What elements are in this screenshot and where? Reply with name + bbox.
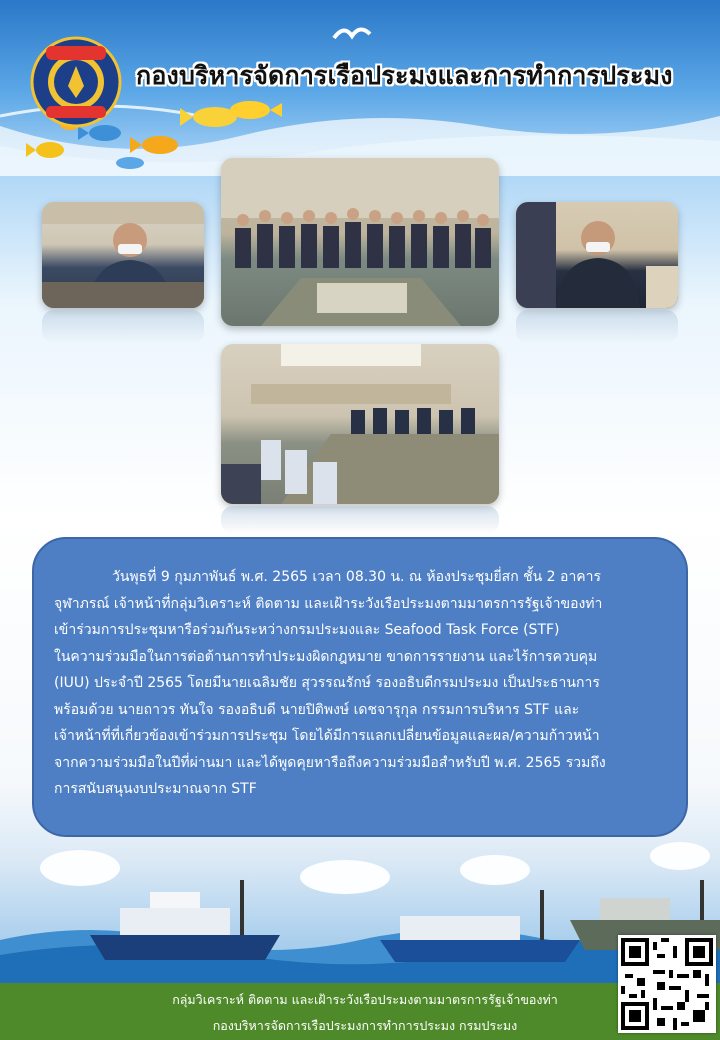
photo-group	[221, 158, 499, 326]
cloud-decoration	[650, 842, 710, 870]
description-line: เจ้าหน้าที่ที่เกี่ยวข้องเข้าร่วมการประชุม โดยได้มีการแลกเปลี่ยนข้อมูลและผล/ความก้าวหน้า	[54, 728, 600, 744]
photo-meeting-room	[221, 344, 499, 504]
description-line: จากความร่วมมือในปีที่ผ่านมา และได้พูดคุยหารือถึงความร่วมมือสำหรับปี พ.ศ. 2565 รวมถึง	[54, 754, 606, 771]
description-text	[54, 564, 674, 803]
photo-reflection	[221, 506, 499, 534]
department-logo	[30, 36, 122, 128]
photo-reflection	[42, 310, 204, 344]
sea-with-boats	[0, 880, 720, 990]
photo-group-art	[221, 158, 499, 326]
footer-unit-name: กลุ่มวิเคราะห์ ติดตาม และเฝ้าระวังเรือประมงตามมาตรการรัฐเจ้าของท่า	[172, 992, 558, 1007]
description-line: พร้อมด้วย นายถาวร ทันใจ รองอธิบดี นายปิติพงษ์ เดชจารุกุล กรรมการบริหาร STF และ	[54, 701, 580, 718]
footer-department-name: กองบริหารจัดการเรือประมงการทำการประมง กรมประมง	[212, 1018, 518, 1033]
photo-reflection	[516, 310, 678, 344]
photo-meeting-room-art	[221, 344, 499, 504]
photo-official-left	[42, 202, 204, 308]
photo-official-right	[516, 202, 678, 308]
description-line: (IUU) ประจำปี 2565 โดยมีนายเฉลิมชัย สุวรรณรักษ์ รองอธิบดีกรมประมง เป็นประธานการ	[54, 675, 600, 691]
description-line: เข้าร่วมการประชุมหารือร่วมกันระหว่างกรมประมงและ Seafood Task Force (STF)	[54, 622, 560, 638]
description-line: ในความร่วมมือในการต่อต้านการทำประมงผิดกฎหมาย ขาดการรายงาน และไร้การควบคุม	[54, 648, 598, 665]
boat-left	[90, 880, 280, 960]
qr-code[interactable]	[618, 935, 716, 1033]
description-line: จุฬาภรณ์ เจ้าหน้าที่กลุ่มวิเคราะห์ ติดตาม และเฝ้าระวังเรือประมงตามมาตรการรัฐเจ้าของท่า	[54, 595, 603, 612]
page-title: กองบริหารจัดการเรือประมงและการทำการประมง	[136, 61, 673, 90]
description-line: วันพุธที่ 9 กุมภาพันธ์ พ.ศ. 2565 เวลา 08.30 น. ณ ห้องประชุมยี่สก ชั้น 2 อาคาร	[112, 569, 602, 585]
qr-code-pattern	[621, 938, 713, 1030]
boat-middle	[380, 890, 580, 962]
photo-official-left-art	[42, 202, 204, 308]
description-line: การสนับสนุนงบประมาณจาก STF	[54, 781, 257, 797]
seagull-decoration	[332, 20, 372, 50]
photo-official-right-art	[516, 202, 678, 308]
